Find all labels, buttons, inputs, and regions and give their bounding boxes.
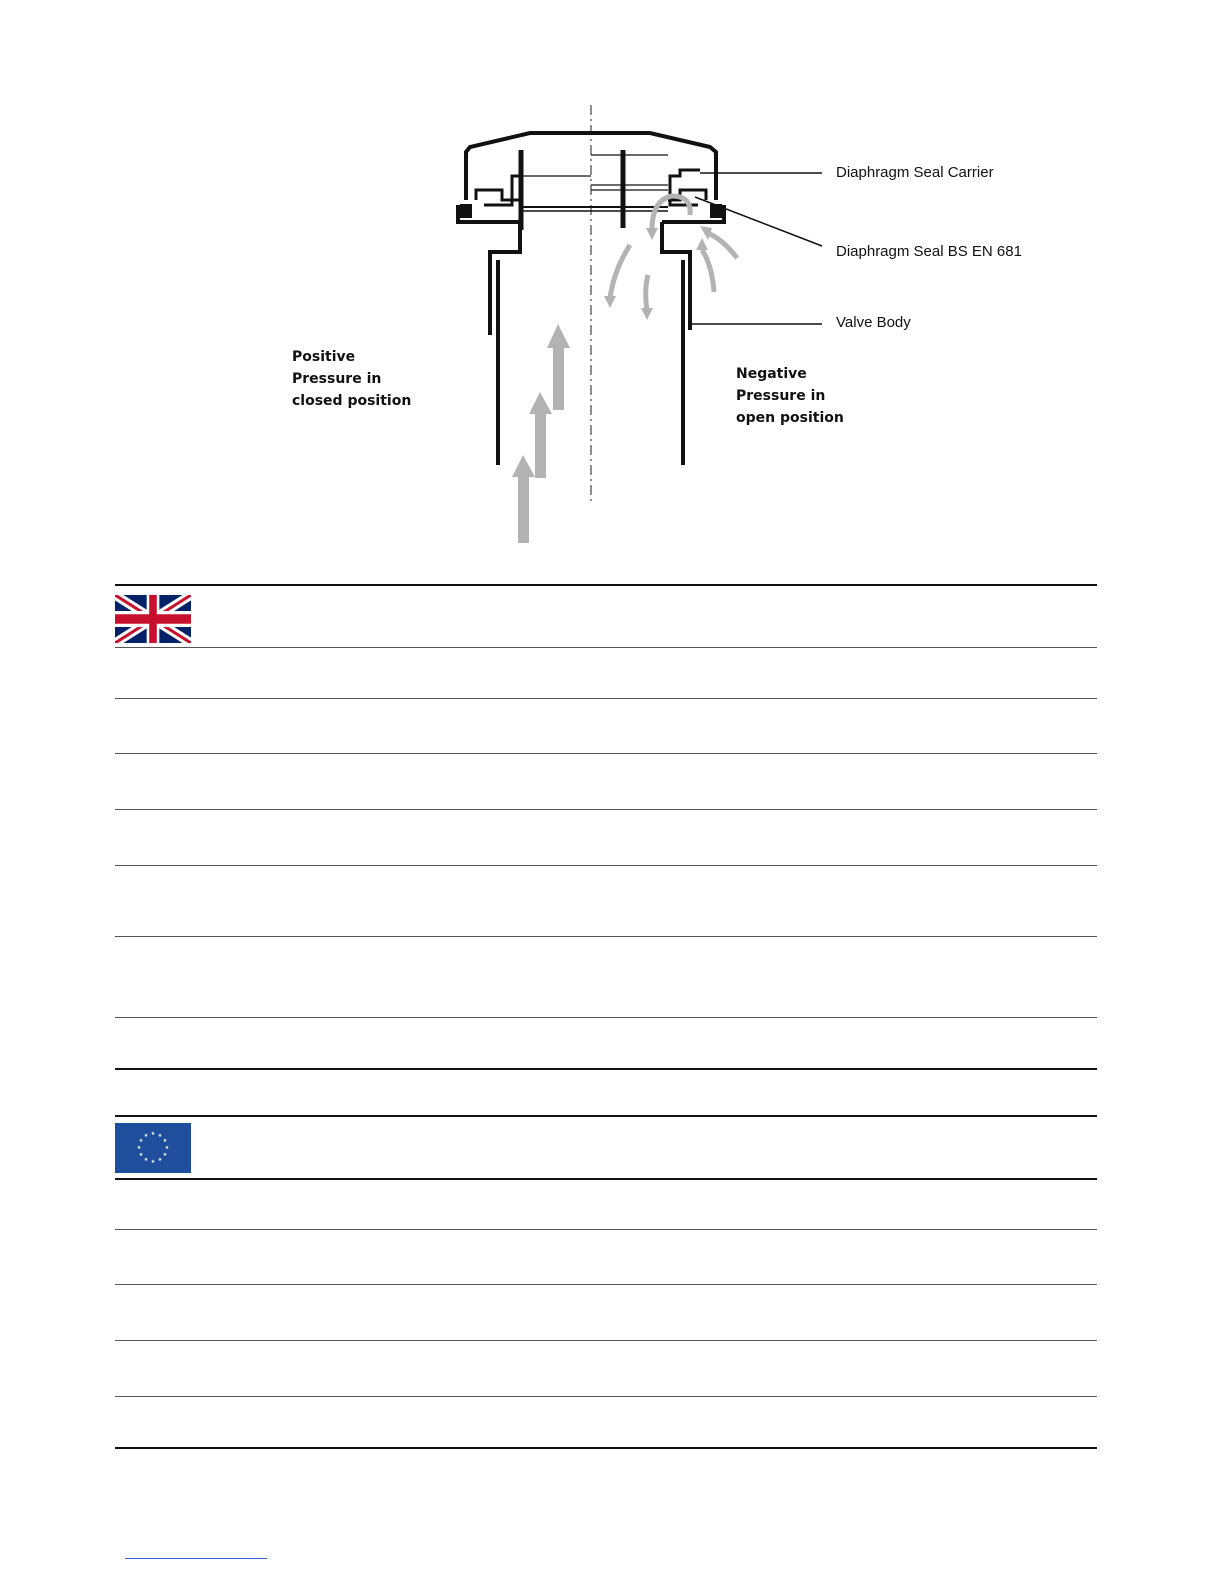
negative-line-2: Pressure in [736, 388, 826, 404]
negative-pressure-label [736, 363, 844, 429]
label-valve-body: Valve Body [836, 314, 911, 331]
valve-body-left [490, 222, 520, 335]
uk-section-bottom-rule [115, 1068, 1097, 1070]
footnote-separator [125, 1558, 267, 1559]
eu-table-row [115, 1229, 1097, 1230]
uk-table-row [115, 698, 1097, 699]
uk-table-row [115, 809, 1097, 810]
svg-text:★: ★ [143, 1157, 149, 1163]
svg-text:★: ★ [143, 1133, 149, 1139]
eu-flag-icon [115, 1123, 191, 1173]
svg-text:★: ★ [138, 1152, 144, 1158]
uk-table-row [115, 753, 1097, 754]
eu-table-row [115, 1178, 1097, 1180]
eu-section-top-rule [115, 1115, 1097, 1117]
eu-table-row [115, 1396, 1097, 1397]
svg-text:★: ★ [164, 1145, 170, 1151]
svg-text:★: ★ [157, 1157, 163, 1163]
positive-line-1: Positive [292, 349, 356, 365]
positive-pressure-arrows [512, 324, 570, 543]
negative-line-3: open position [736, 410, 844, 426]
uk-section-top-rule [115, 584, 1097, 586]
valve-body-right [662, 222, 690, 330]
label-diaphragm-seal: Diaphragm Seal BS EN 681 [836, 243, 1022, 260]
svg-text:★: ★ [138, 1138, 144, 1144]
svg-text:★: ★ [150, 1159, 156, 1165]
positive-pressure-label [292, 346, 411, 412]
uk-table-row [115, 647, 1097, 648]
label-seal-carrier: Diaphragm Seal Carrier [836, 164, 994, 181]
uk-table-row [115, 865, 1097, 866]
svg-text:★: ★ [162, 1152, 168, 1158]
uk-table-row [115, 936, 1097, 937]
seal-carrier-left [476, 176, 520, 205]
svg-text:★: ★ [150, 1131, 156, 1137]
svg-text:★: ★ [157, 1133, 163, 1139]
uk-table-row [115, 1017, 1097, 1018]
positive-line-2: Pressure in [292, 371, 382, 387]
uk-flag-icon [115, 595, 191, 643]
eu-table-row [115, 1284, 1097, 1285]
eu-table-row [115, 1340, 1097, 1341]
svg-text:★: ★ [136, 1145, 142, 1151]
negative-line-1: Negative [736, 366, 807, 382]
eu-section-bottom-rule [115, 1447, 1097, 1449]
positive-line-3: closed position [292, 393, 412, 409]
valve-diagram [0, 0, 1224, 570]
svg-text:★: ★ [162, 1138, 168, 1144]
